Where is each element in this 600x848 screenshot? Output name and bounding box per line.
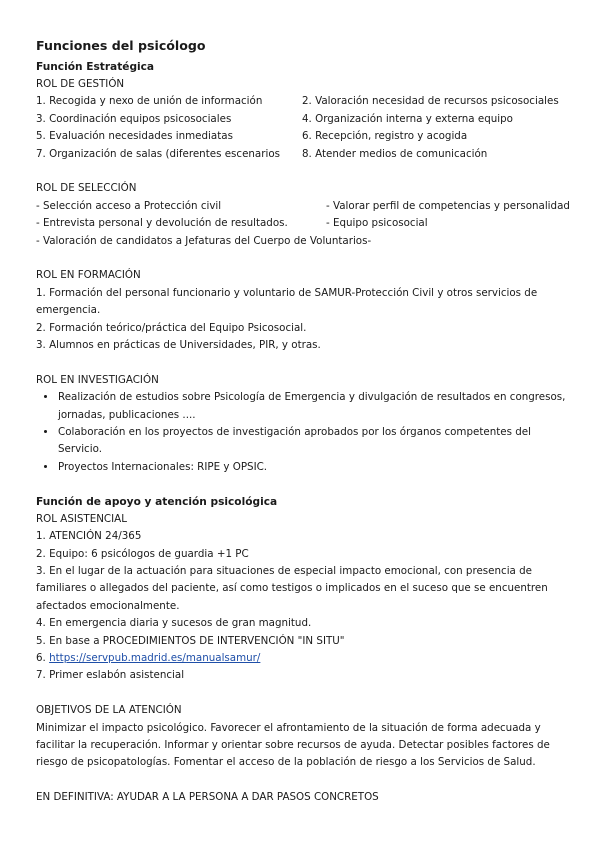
- asistencial-item: 5. En base a PROCEDIMIENTOS DE INTERVENCIÓN "IN SITU": [36, 634, 345, 647]
- gestion-item: 5. Evaluación necesidades inmediatas: [36, 130, 233, 143]
- investigacion-bullet: • Colaboración en los proyectos de investigación aprobados por los órganos competentes del Servicio.: [57, 424, 576, 459]
- investigacion-bullet: • Realización de estudios sobre Psicología de Emergencia y divulgación de resultados en congresos, jornadas, publicaciones ....: [57, 389, 576, 424]
- rol-asistencial-heading: ROL ASISTENCIAL: [36, 512, 127, 525]
- formacion-item: 2. Formación teórico/práctica del Equipo Psicosocial.: [36, 321, 307, 334]
- objetivos-heading: OBJETIVOS DE LA ATENCIÓN: [36, 704, 182, 717]
- gestion-item: 6. Recepción, registro y acogida: [302, 130, 468, 143]
- manual-samur-link[interactable]: https://servpub.madrid.es/manualsamur/: [49, 651, 261, 664]
- asistencial-item: 4. En emergencia diaria y sucesos de gran magnitud.: [36, 617, 312, 630]
- seleccion-item: - Entrevista personal y devolución de resultados.: [36, 217, 288, 230]
- gestion-item: 4. Organización interna y externa equipo: [302, 112, 513, 125]
- item-number: 6.: [36, 651, 50, 664]
- gestion-row: [36, 111, 576, 128]
- asistencial-item: 2. Equipo: 6 psicólogos de guardia +1 PC: [36, 547, 249, 560]
- section-heading-apoyo: Función de apoyo y atención psicológica: [36, 495, 278, 508]
- seleccion-item: - Valorar perfil de competencias y personalidad: [326, 199, 570, 212]
- seleccion-item: - Selección acceso a Protección civil: [36, 199, 222, 212]
- rol-formacion-heading: ROL EN FORMACIÓN: [36, 269, 141, 282]
- asistencial-item: 1. ATENCIÓN 24/365: [36, 530, 142, 543]
- gestion-item: 2. Valoración necesidad de recursos psicosociales: [302, 95, 559, 108]
- seleccion-row: [36, 198, 576, 215]
- rol-gestion-heading: ROL DE GESTIÓN: [36, 78, 125, 90]
- gestion-item: 3. Coordinación equipos psicosociales: [36, 112, 232, 125]
- document-page: [36, 38, 576, 807]
- gestion-item: 8. Atender medios de comunicación: [302, 147, 488, 160]
- seleccion-item: - Equipo psicosocial: [326, 217, 428, 230]
- gestion-item: 7. Organización de salas (diferentes escenarios: [36, 147, 280, 160]
- formacion-item: 3. Alumnos en prácticas de Universidades, PIR, y otras.: [36, 339, 321, 352]
- formacion-item: 1. Formación del personal funcionario y voluntario de SAMUR-Protección Civil y otros servicios de emergencia.: [36, 286, 538, 317]
- asistencial-item: 7. Primer eslabón asistencial: [36, 669, 185, 682]
- section-heading-estrategica: Función Estratégica: [36, 61, 155, 73]
- investigacion-list: [36, 389, 576, 476]
- investigacion-bullet: • Proyectos Internacionales: RIPE y OPSIC.: [57, 459, 576, 476]
- seleccion-row: [36, 215, 576, 232]
- conclusion-text: EN DEFINITIVA: AYUDAR A LA PERSONA A DAR PASOS CONCRETOS: [36, 791, 379, 804]
- gestion-item: 1. Recogida y nexo de unión de información: [36, 95, 263, 108]
- objetivos-text: Minimizar el impacto psicológico. Favorecer el afrontamiento de la situación de forma adecuada y facilitar la recuperación. Informar y orientar sobre recursos de ayuda. Detectar posibles factores de riesgo de psicopatologías. Fomentar el acceso de la población de riesgo a los Servicios de Salud.: [36, 721, 550, 769]
- rol-investigacion-heading: ROL EN INVESTIGACIÓN: [36, 373, 159, 386]
- rol-seleccion-heading: ROL DE SELECCIÓN: [36, 182, 137, 195]
- gestion-row: [36, 146, 576, 163]
- asistencial-item: 3. En el lugar de la actuación para situaciones de especial impacto emocional, con presencia de familiares o allegados del paciente, así como testigos o implicados en el suceso que se encuentren afectados emocionalmente.: [36, 564, 548, 612]
- seleccion-item: - Valoración de candidatos a Jefaturas del Cuerpo de Voluntarios-: [36, 234, 372, 247]
- gestion-row: [36, 93, 576, 110]
- page-title: Funciones del psicólogo: [36, 38, 206, 53]
- asistencial-item: [36, 650, 576, 667]
- gestion-row: [36, 128, 576, 145]
